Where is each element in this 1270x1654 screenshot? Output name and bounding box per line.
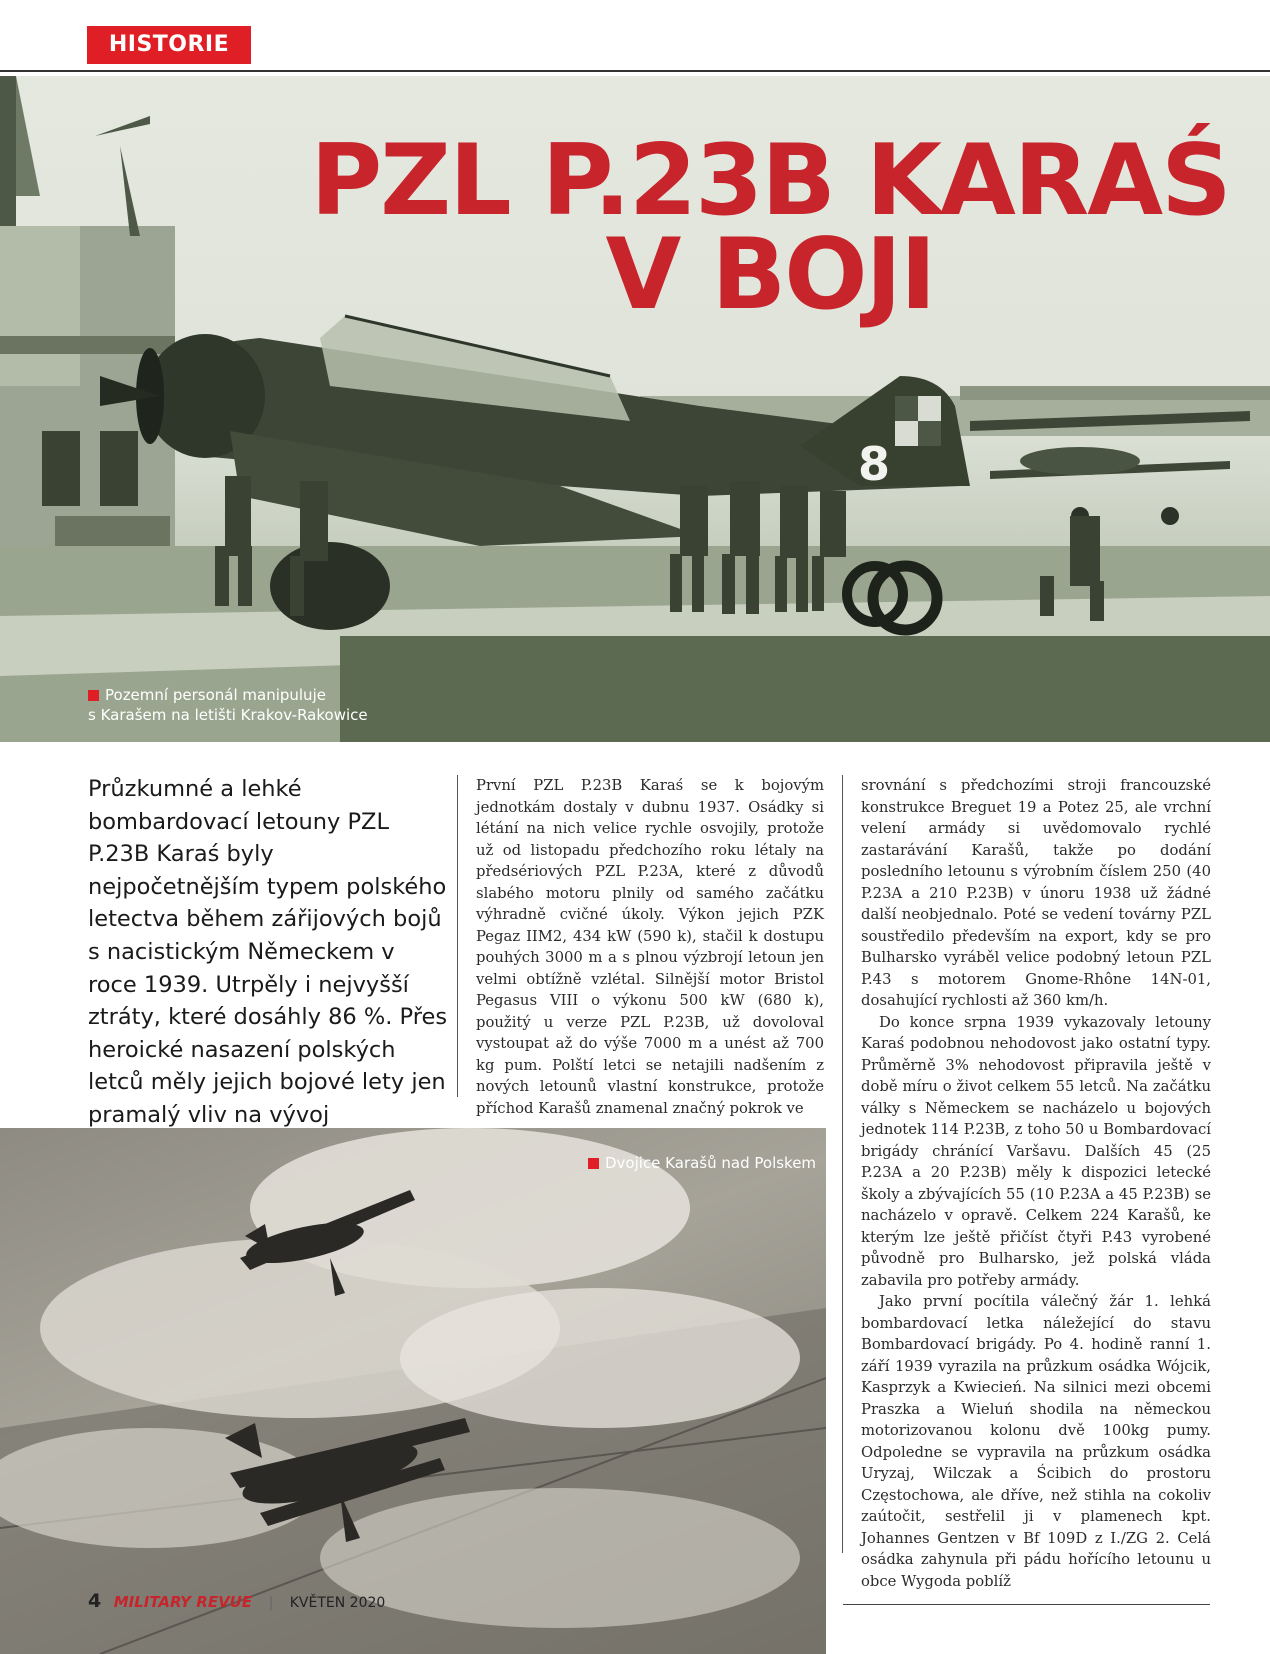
section-tag: HISTORIE: [87, 26, 251, 64]
hero-caption: [88, 685, 368, 725]
hero-caption-line2: s Karašem na letišti Krakov-Rakowice: [88, 706, 368, 724]
aircraft-number: 8: [857, 437, 891, 491]
magazine-logo: MILITARY REVUE: [113, 1593, 253, 1611]
article-title-line2: V BOJI: [605, 218, 935, 332]
footer-separator: |: [268, 1595, 274, 1611]
footer-rule: [843, 1604, 1210, 1605]
header-rule: [0, 70, 1270, 72]
column-divider: [457, 775, 458, 1097]
issue-date: KVĚTEN 2020: [289, 1595, 386, 1611]
aerial-photo-caption-text: Dvojice Karašů nad Polskem: [605, 1154, 817, 1172]
page-number: 4: [88, 1590, 102, 1612]
body-paragraph: První PZL P.23B Karaś se k bojovým jednotkám dostaly v dubnu 1937. Osádky si létání na nich velice rychle osvojily, protože už od listopadu předchozího roku létaly na předsériových PZL P.23A, které z důvodů slabého motoru plnily od samého začátku výhradně cvičné úkoly. Výkon jejich PZK Pegaz IIM2, 434 kW (590 k), stačil k dostupu pouhých 3000 m a s plnou výzbrojí letoun jen velmi obtížně vzlétal. Silnější motor Bristol Pegasus VIII o výkonu 500 kW (680 k), použitý u verze PZL P.23B, už dovoloval vystoupat až do výše 7000 m a unést až 700 kg pum. Polští letci se netajili nadšením z nových letounů vlastní konstrukce, protože příchod Karašů znamenal značný pokrok ve: [476, 777, 824, 1117]
body-paragraph: Do konce srpna 1939 vykazovaly letouny Karaś podobnou nehodovost jako ostatní typy. Průměrně 3% nehodovost připravila ještě v době míru o život celkem 55 letců. Na začátku války s Německem se nacházelo u bojových jednotek 114 P.23B, z toho 50 u Bombardovací brigády chránící Varšavu. Dalších 45 (25 P.23A a 20 P.23B) měly k dispozici letecké školy a zbývajících 55 (10 P.23A a 45 P.23B) se nacházelo v opravě. Celkem 224 Karašů, ke kterým lze ještě přičíst čtyři P.43 vyrobené původně pro Bulharsko, jež polská vláda zabavila pro potřeby armády.: [861, 1013, 1211, 1289]
aerial-photo: [0, 1128, 826, 1654]
aerial-photo-caption: [588, 1153, 816, 1173]
body-column-2: [476, 775, 824, 1119]
body-paragraph: srovnání s předchozími stroji francouzské konstrukce Breguet 19 a Potez 25, ale vrchní velení armády si uvědomovalo rychlé zastarávání Karašů, takže po dodání posledního letounu s výrobním číslem 250 (40 P.23A a 210 P.23B) v únoru 1938 už žádné další neobjednalo. Poté se vedení továrny PZL soustředilo především na export, kdy se pro Bulharsko vyráběl velice podobný letoun PZL P.43 s motorem Gnome-Rhône 14N-01, dosahující rychlosti až 360 km/h.: [861, 777, 1211, 1009]
lead-paragraph: Průzkumné a lehké bombardovací letouny PZL P.23B Karaś byly nejpočetnějším typem polského letectva během zářijových bojů s nacistickým Německem v roce 1939. Utrpěly i nejvyšší ztráty, které dosáhly 86 %. Přes heroické nasazení polských letců měly jejich bojové lety jen pramalý vliv na vývoj: [88, 776, 448, 1128]
caption-bullet-icon: [588, 1158, 599, 1169]
column-divider: [842, 775, 843, 1553]
aerial-photo-illustration: [0, 1128, 826, 1654]
hero-caption-line1: Pozemní personál manipuluje: [105, 686, 326, 704]
article-title-line1: PZL P.23B KARAŚ: [310, 124, 1230, 238]
caption-bullet-icon: [88, 690, 99, 701]
body-column-3: [861, 775, 1211, 1592]
page-footer: [88, 1590, 385, 1612]
hero-photo: [0, 76, 1270, 742]
body-paragraph: Jako první pocítila válečný žár 1. lehká bombardovací letka náležející do stavu Bombardovací brigády. Po 4. hodině ranní 1. září 1939 vyrazila na průzkum osádka Wójcik, Kasprzyk a Kwiecień. Na silnici mezi obcemi Praszka a Wieluń shodila na německou motorizovanou kolonu dvě 100kg pumy. Odpoledne se vypravila na průzkum osádka Uryzaj, Wilczak a Ścibich do prostoru Częstochowa, ale dříve, než stihla na cokoliv zaútočit, sestřelil ji v plamenech kpt. Johannes Gentzen v Bf 109D z I./ZG 2. Celá osádka zahynula při pádu hořícího letounu u obce Wygoda poblíž: [861, 1293, 1211, 1590]
